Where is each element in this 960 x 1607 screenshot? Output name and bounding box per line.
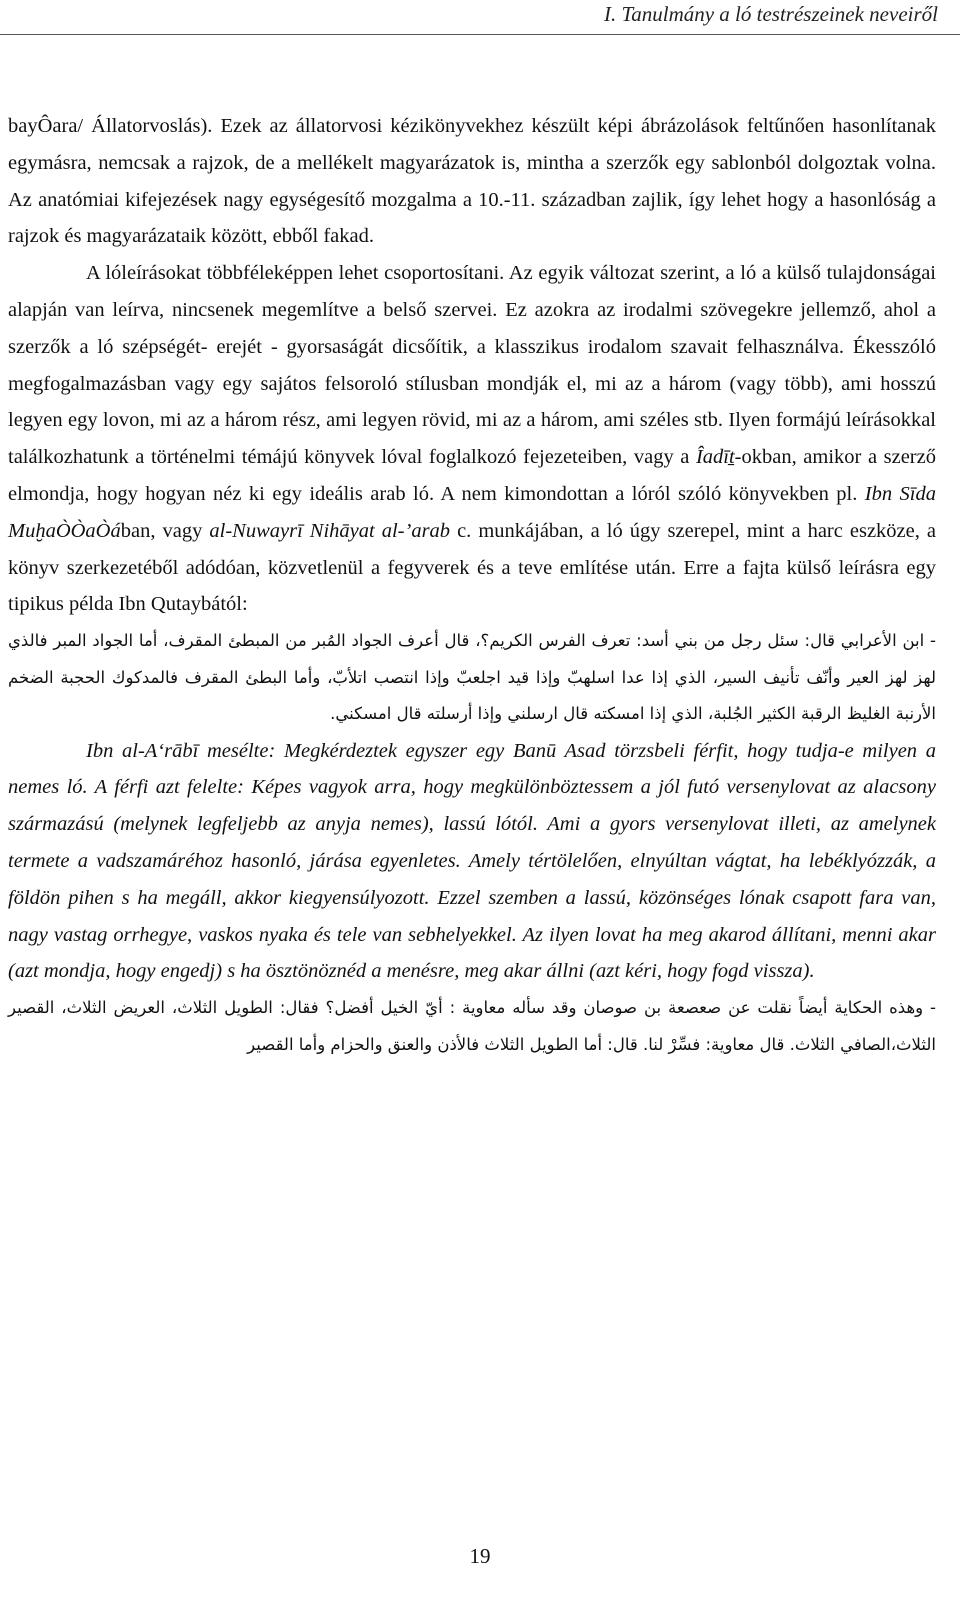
- body-text: [8, 108, 936, 1063]
- arabic-quote-2: - وهذه الحكاية أيضاً نقلت عن صعصعة بن صوصان وقد سأله معاوية : أيّ الخيل أفضل؟ فقال: الطويل الثلاث، العريض الثلاث، القصير الثلاث،الصافي الثلاث. قال معاوية: فسِّرْ لنا. قال: أما الطويل الثلاث فالأذن والعنق والحزام وأما القصير: [8, 998, 936, 1054]
- quote-translation: Ibn al-A‘rābī mesélte: Megkérdeztek egyszer egy Banū Asad törzsbeli férfit, hogy tudja-e milyen a nemes ló. A férfi azt felelte: Képes vagyok arra, hogy megkülönböztessem a jól futó versenylovat az alacsony származású (melynek legfeljebb az anyja nemes), lassú lótól. Ami a gyors versenylovat illeti, az amelynek termete a vadszamáréhoz hasonló, járása egyenletes. Amely tértölelően, elnyúltan vágtat, ha lebéklyózzák, a földön pihen s ha megáll, akkor kiegyensúlyozott. Ezzel szemben a lassú, közönséges lónak csapott fara van, nagy vastag orrhegye, vaskos nyaka és tele van sebhelyekkel. Az ilyen lovat ha meg akarod állítani, menni akar (azt mondja, hogy engedj) s ha ösztönöznéd a menésre, meg akar állni (azt kéri, hogy fogd vissza).: [8, 739, 936, 983]
- paragraph-2-part-d: c. munkájában, a ló úgy szerepel, mint a harc eszköze, a könyv szerkezetéből adódóan, közvetlenül a fegyverek és a teve említése után. Erre a fajta külső leírásra egy tipikus példa Ibn Qutaybától:: [8, 519, 936, 616]
- paragraph-1: bayÔara/ Állatorvoslás). Ezek az állatorvosi kézikönyvekhez készült képi ábrázolások feltűnően hasonlítanak egymásra, nemcsak a rajzok, de a mellékelt magyarázatok is, mintha a szerzők egy sablonból dolgoztak volna. Az anatómiai kifejezések nagy egységesítő mozgalma a 10.-11. században zajlik, így lehet hogy a hasonlóság a rajzok és magyarázataik között, ebből fakad.: [8, 115, 936, 248]
- running-header: I. Tanulmány a ló testrészeinek neveiről: [603, 2, 938, 26]
- paragraph-2-part-a: A lóleírásokat többféleképpen lehet csoportosítani. Az egyik változat szerint, a ló a külső tulajdonságai alapján van leírva, nincsenek megemlítve a belső szervei. Ez azokra az irodalmi szövegekre jellemző, ahol a szerzők a ló szépségét- erejét - gyorsaságát dicsőítik, a klasszikus irodalom szavait felhasználva. Ékesszóló megfogalmazásban vagy egy sajátos felsoroló stílusban mondják el, mi az a három (vagy több), ami hosszú legyen egy lovon, mi az a három rész, ami legyen rövid, mi az a három, ami széles stb. Ilyen formájú leírásokkal találkozhatunk a történelmi témájú könyvek lóval foglalkozó fejezeteiben, vagy a: [8, 262, 936, 469]
- paragraph-2-part-c: ban, vagy: [120, 519, 210, 542]
- arabic-quote-1: - ابن الأعرابي قال: سئل رجل من بني أسد: تعرف الفرس الكريم؟، قال أعرف الجواد المُبر من المبطئ المقرف، أما الجواد المبر فالذي لهز لهز العير وأنّف تأنيف السير، الذي إذا عدا اسلهبّ وإذا قيد اجلعبّ وإذا انتصب اتلأبّ، وأما البطئ المقرف فالمدكوك الحجبة الضخم الأرنبة الغليظ الرقبة الكثير الجُلبة، الذي إذا امسكته قال ارسلني وإذا أرسلته قال امسكني.: [8, 631, 936, 724]
- page-number: 19: [469, 1544, 491, 1568]
- paragraph-2-part-b: -okban, amikor a szerző elmondja, hogy hogyan néz ki egy ideális arab ló. A nem kimondottan a lóról szóló könyvekben pl.: [8, 446, 936, 505]
- work-title-1: Ibn Sīda MuḫaÒÒaÒá: [8, 482, 937, 542]
- work-title-2: al-Nuwayrī Nihāyat al-’arab: [209, 519, 451, 542]
- hadith-term: Îadīṯ: [695, 446, 735, 469]
- header-rule: [0, 34, 960, 35]
- paragraph-2: [8, 255, 936, 623]
